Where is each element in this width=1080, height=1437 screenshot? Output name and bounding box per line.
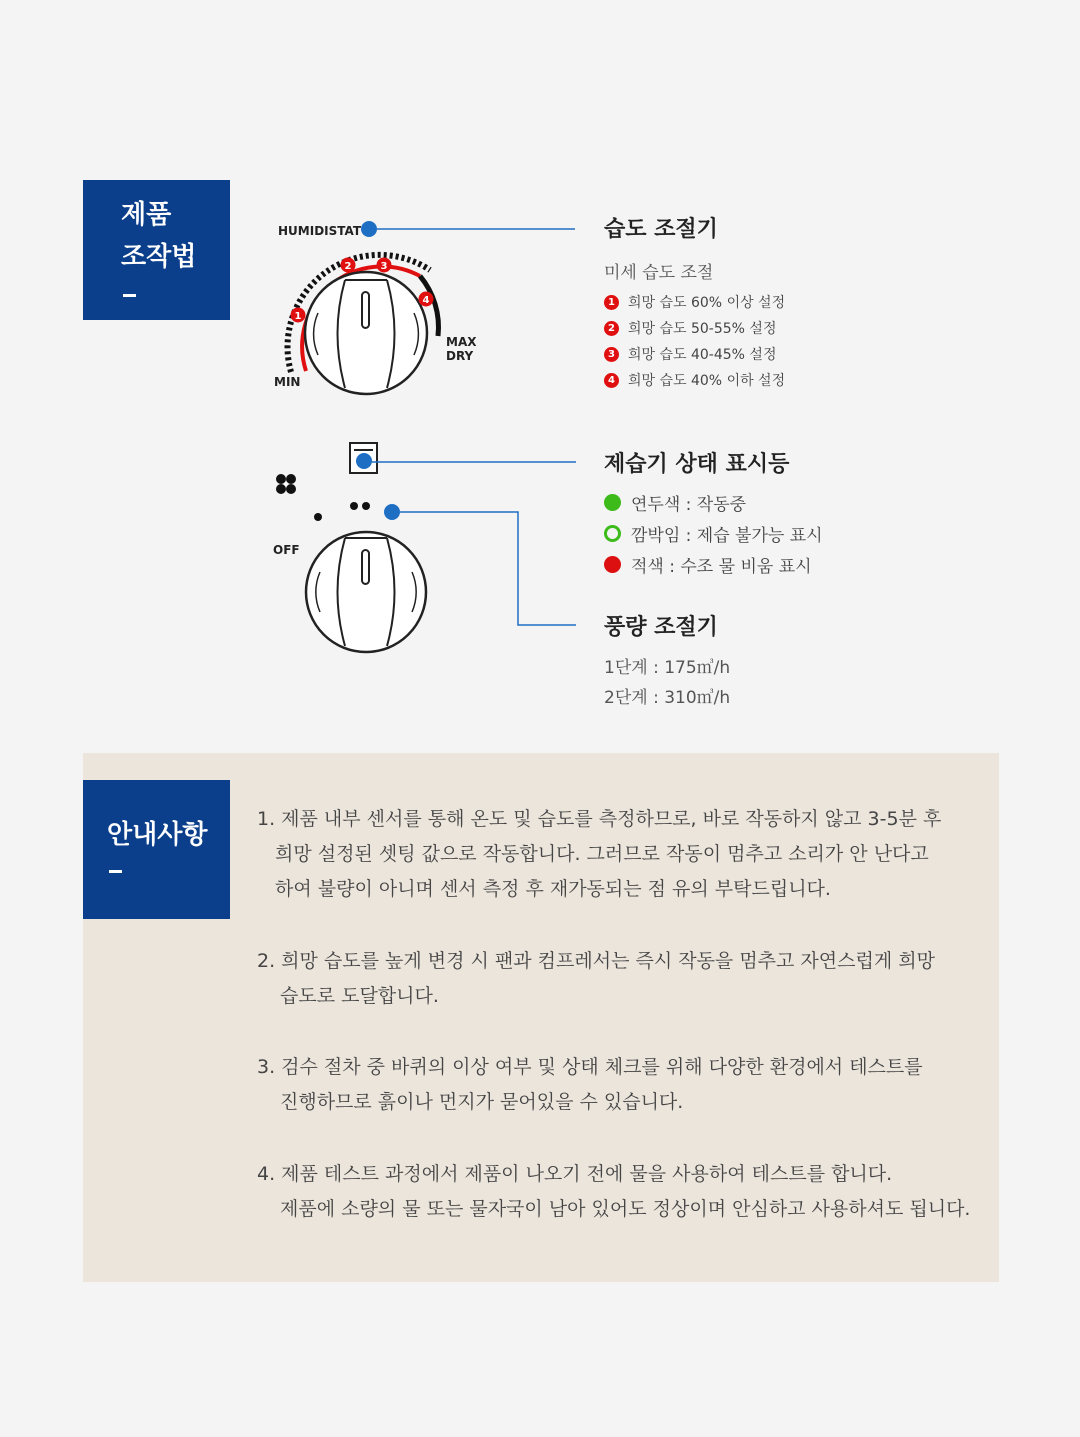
fan-icon: [276, 474, 296, 494]
humidity-setting-1: [604, 292, 785, 312]
fan-speed-dot-2a: [350, 502, 358, 510]
humidity-setting-2-text: 희망 습도 50-55% 설정: [628, 321, 777, 337]
operation-badge-line2: 조작법: [121, 242, 197, 272]
svg-text:2: 2: [344, 261, 352, 272]
svg-text:1: 1: [294, 311, 302, 322]
humidity-setting-3-text: 희망 습도 40-45% 설정: [628, 347, 777, 363]
humidistat-indicator: [362, 292, 369, 328]
badge-dash: [109, 870, 122, 873]
notice-4-line-1: 4. 제품 테스트 과정에서 제품이 나오기 전에 물을 사용하여 테스트를 합니다.: [257, 1163, 893, 1185]
notice-1-line-3: 하여 불량이 아니며 센서 측정 후 재가동되는 점 유의 부탁드립니다.: [275, 878, 831, 900]
humidistat-dial: [274, 221, 575, 394]
humidity-setting-2: [604, 318, 776, 338]
dial-min-label: MIN: [274, 375, 301, 389]
notice-badge: [83, 780, 230, 919]
operation-badge-line1: 제품: [121, 200, 172, 230]
operation-badge: [83, 180, 230, 320]
notice-item-4: [257, 1157, 970, 1227]
number-badge-4: 4: [604, 373, 619, 388]
notice-item-2: [257, 944, 935, 1014]
notice-4-line-2: 제품에 소량의 물 또는 물자국이 남아 있어도 정상이며 안심하고 사용하셔도 됩니다.: [280, 1198, 971, 1220]
humidity-setting-3: [604, 344, 776, 364]
status-item-green: [604, 490, 746, 515]
humidity-control-subtitle: 미세 습도 조절: [604, 263, 714, 283]
number-badge-1: 1: [604, 295, 619, 310]
fan-speed-dot-2b: [362, 502, 370, 510]
dial-mark-1: [291, 308, 306, 323]
status-item-green-text: 연두색 : 작동중: [631, 495, 747, 515]
notice-1-line-1: 1. 제품 내부 센서를 통해 온도 및 습도를 측정하므로, 바로 작동하지 않고 3-5분 후: [257, 808, 942, 830]
notice-3-line-1: 3. 검수 절차 중 바퀴의 이상 여부 및 상태 체크를 위해 다양한 환경에서 테스트를: [257, 1056, 923, 1078]
fan-indicator: [362, 550, 369, 584]
number-badge-2: 2: [604, 321, 619, 336]
humidistat-label: HUMIDISTAT: [278, 224, 362, 238]
badge-dash: [123, 294, 136, 297]
control-panel-diagram: [260, 190, 600, 680]
fan-speed-dot-1: [314, 513, 322, 521]
svg-text:3: 3: [380, 261, 388, 272]
humidity-setting-4-text: 희망 습도 40% 이하 설정: [628, 373, 786, 389]
notice-1-line-2: 희망 설정된 셋팅 값으로 작동합니다. 그러므로 작동이 멈추고 소리가 안 난다고: [275, 843, 929, 865]
fan-dial: [273, 474, 576, 652]
dial-max-label: MAX: [446, 335, 477, 349]
notice-2-line-1: 2. 희망 습도를 높게 변경 시 팬과 컴프레서는 즉시 작동을 멈추고 자연스럽게 희망: [257, 950, 935, 972]
notice-badge-title: 안내사항: [107, 820, 208, 850]
number-badge-3: 3: [604, 347, 619, 362]
status-item-blink-text: 깜박임 : 제습 불가능 표시: [631, 526, 823, 546]
green-ring-icon: [604, 525, 621, 542]
status-item-red-text: 적색 : 수조 물 비움 표시: [631, 557, 812, 577]
red-dot-icon: [604, 556, 621, 573]
fan-leader-line: [400, 512, 576, 625]
humidistat-knob: [305, 272, 427, 394]
humidistat-pointer-dot: [361, 221, 377, 237]
green-dot-icon: [604, 494, 621, 511]
humidity-setting-1-text: 희망 습도 60% 이상 설정: [628, 295, 786, 311]
dial-dry-label: DRY: [446, 349, 474, 363]
dial-mark-2: [341, 258, 356, 273]
notice-3-line-2: 진행하므로 흙이나 먼지가 묻어있을 수 있습니다.: [280, 1091, 684, 1113]
status-light-title: 제습기 상태 표시등: [604, 452, 790, 477]
fan-off-label: OFF: [273, 543, 300, 557]
humidity-setting-4: [604, 370, 785, 390]
notice-item-1: [257, 802, 941, 907]
notice-item-3: [257, 1050, 923, 1120]
dial-mark-3: [377, 258, 392, 273]
fan-pointer-dot: [384, 504, 400, 520]
humidity-control-title: 습도 조절기: [604, 217, 718, 242]
status-item-red: [604, 552, 812, 577]
fan-level-2: 2단계 : 310㎥/h: [604, 688, 731, 708]
dial-mark-4: [419, 292, 434, 307]
status-item-blink: [604, 521, 823, 546]
notice-2-line-2: 습도로 도달합니다.: [280, 985, 439, 1007]
fan-control-title: 풍량 조절기: [604, 615, 718, 640]
status-light-icon: [350, 443, 576, 473]
fan-level-1: 1단계 : 175㎥/h: [604, 658, 731, 678]
svg-text:4: 4: [422, 295, 430, 306]
